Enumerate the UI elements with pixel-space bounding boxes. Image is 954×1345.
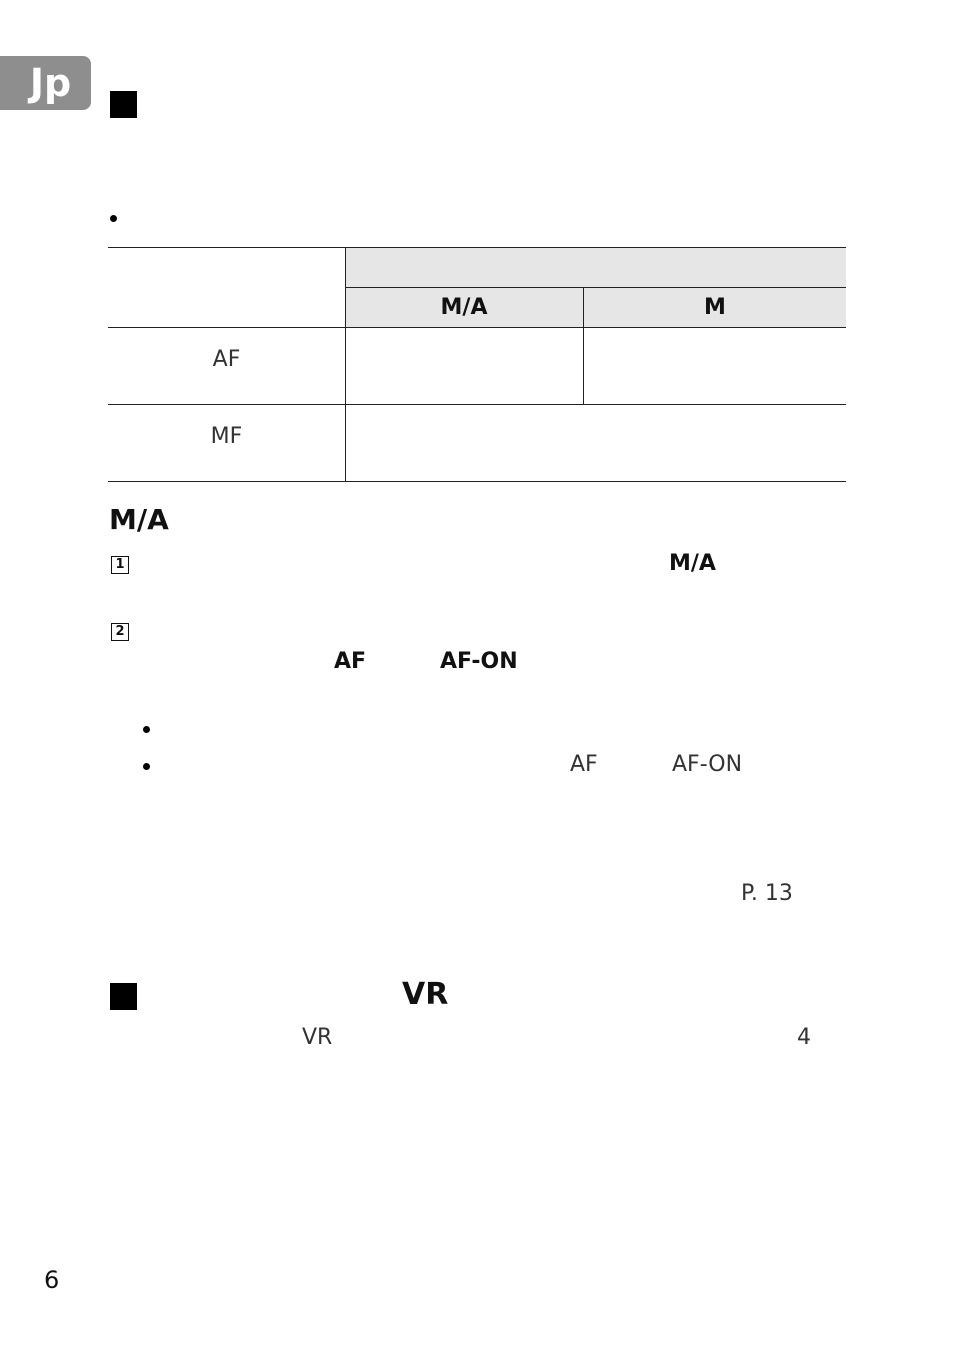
step-2-number: 2 bbox=[111, 623, 129, 641]
section-marker-icon bbox=[110, 983, 137, 1010]
step-2-afon-button: AF-ON bbox=[440, 649, 518, 674]
ma-section-heading: M/A bbox=[109, 503, 169, 536]
table-row-mf: MF bbox=[210, 424, 243, 449]
note-afon-button: AF-ON bbox=[672, 752, 743, 777]
step-2-af-button: AF bbox=[334, 649, 367, 674]
bullet-icon bbox=[143, 726, 150, 733]
section-marker-icon bbox=[110, 91, 137, 118]
page-reference: P. 13 bbox=[741, 881, 793, 906]
note-af-button: AF bbox=[570, 752, 598, 777]
language-tab: Jp bbox=[0, 56, 91, 110]
table-header-m: M bbox=[704, 295, 726, 320]
bullet-icon bbox=[110, 215, 117, 222]
vr-text-label: VR bbox=[302, 1025, 333, 1050]
vr-text-count: 4 bbox=[797, 1025, 811, 1050]
step-1-mode-label: M/A bbox=[669, 551, 716, 576]
focus-mode-table bbox=[108, 247, 846, 482]
vr-section-heading: VR bbox=[402, 977, 449, 1012]
table-header-ma: M/A bbox=[440, 295, 488, 320]
step-1-number: 1 bbox=[111, 556, 129, 574]
page-number: 6 bbox=[44, 1266, 60, 1294]
bullet-icon bbox=[143, 763, 150, 770]
table-row-af: AF bbox=[212, 347, 241, 372]
